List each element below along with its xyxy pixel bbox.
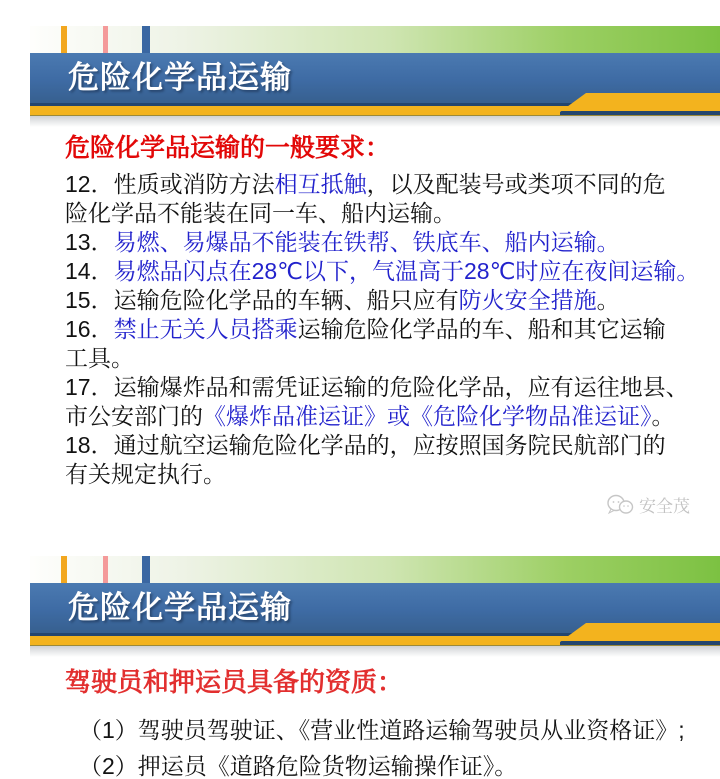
text-segment: 市公安部门的 (65, 403, 203, 429)
header-shadow (30, 645, 720, 657)
text-line (65, 199, 699, 228)
text-segment: 禁止无关人员搭乘 (113, 316, 298, 342)
text-segment: 运输危险化学品的车、船和其它运输 (297, 316, 666, 342)
text-line (65, 228, 699, 257)
text-segment: 工具。 (65, 345, 134, 371)
tick-orange-icon (61, 556, 67, 583)
text-line (65, 257, 699, 286)
body-text (65, 170, 699, 489)
text-segment: ，以及配装号或类项不同的危 (366, 171, 666, 197)
text-line (65, 344, 699, 373)
text-segment: 险化学品不能装在同一车、船内运输。 (65, 200, 456, 226)
text-line (65, 315, 699, 344)
tick-blue-icon (142, 556, 150, 583)
text-segment: 17．运输爆炸品和需凭证运输的危险化学品，应有运往地县、 (65, 374, 689, 400)
text-segment: （2）押运员《道路危险货物运输操作证》。 (79, 753, 518, 779)
text-line (65, 431, 699, 460)
body-text (79, 712, 685, 779)
header-stripe (30, 633, 720, 645)
watermark-label: 安全茂 (639, 497, 690, 516)
text-segment: 15．运输危险化学品的车辆、船只应有 (65, 287, 459, 313)
text-segment: 相互抵触 (274, 171, 367, 197)
header-accent-band (30, 556, 720, 583)
text-line (79, 712, 685, 748)
text-segment: （1）驾驶员驾驶证、《营业性道路运输驾驶员从业资格证》; (79, 717, 685, 743)
text-segment: 防火安全措施 (458, 287, 597, 313)
text-line (65, 402, 699, 431)
slide-2 (0, 530, 720, 779)
header-corner-wedge (560, 93, 720, 115)
text-line (65, 460, 699, 489)
text-segment: 13． (65, 229, 114, 255)
text-segment: 。 (596, 287, 620, 313)
header-accent-band (30, 26, 720, 53)
text-segment: 《爆炸品准运证》或《危险化学物品准运证》 (203, 403, 652, 429)
text-line (65, 373, 699, 402)
text-segment: 14． (65, 258, 114, 284)
text-segment: 有关规定执行。 (65, 461, 226, 487)
text-segment: 易燃、易爆品不能装在铁帮、铁底车、船内运输。 (113, 229, 620, 255)
section-heading: 危险化学品运输的一般要求： (65, 134, 391, 162)
text-line (79, 748, 685, 779)
section-heading: 驾驶员和押运员具备的资质： (65, 667, 404, 697)
chat-bubbles-icon (606, 494, 634, 516)
header-corner-wedge (560, 623, 720, 645)
text-segment: 易燃品闪点在28℃以下，气温高于28℃时应在夜间运输。 (113, 258, 700, 284)
text-segment: 。 (651, 403, 675, 429)
tick-blue-icon (142, 26, 150, 53)
tick-orange-icon (61, 26, 67, 53)
text-segment: 16． (65, 316, 114, 342)
slide-title: 危险化学品运输 (68, 60, 292, 95)
watermark (606, 492, 690, 517)
tick-pink-icon (103, 556, 108, 583)
slide-header (30, 556, 720, 657)
header-shadow (30, 115, 720, 127)
slide-title: 危险化学品运输 (68, 590, 292, 625)
text-line (65, 286, 699, 315)
text-segment: 18．通过航空运输危险化学品的，应按照国务院民航部门的 (65, 432, 666, 458)
header-stripe (30, 103, 720, 115)
text-line (65, 170, 699, 199)
slide-header (30, 26, 720, 127)
tick-pink-icon (103, 26, 108, 53)
text-segment: 12．性质或消防方法 (65, 171, 275, 197)
